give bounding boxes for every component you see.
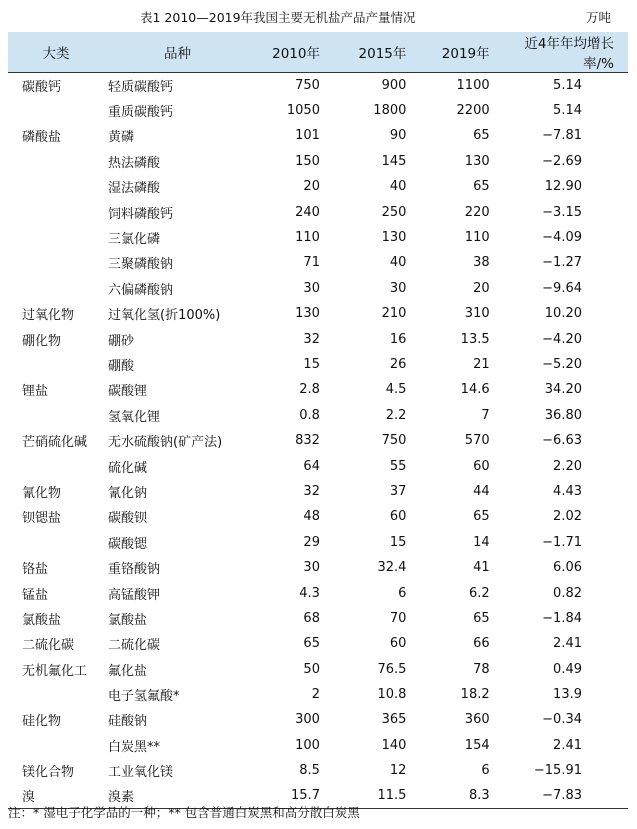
cell-growth-rate: 12.90 <box>544 179 582 195</box>
header-2010: 2010年 <box>247 32 326 73</box>
cell-2015: 60 <box>389 636 407 652</box>
cell-category: 磷酸盐 <box>22 130 62 146</box>
cell-growth-rate: −15.91 <box>533 763 582 779</box>
cell-2015: 250 <box>381 204 407 220</box>
table-footnote: 注：* 湿电子化学品的一种；** 包含普通白炭黑和高分散白炭黑 <box>8 805 360 820</box>
cell-growth-rate: 2.41 <box>553 737 582 753</box>
cell-2019: 7 <box>481 407 490 423</box>
cell-growth-rate: −6.63 <box>542 433 582 449</box>
table-row <box>8 352 628 377</box>
cell-growth-rate: 0.82 <box>553 585 582 601</box>
cell-2019: 20 <box>473 280 490 296</box>
cell-product: 过氧化氢(折100%) <box>108 308 221 324</box>
cell-category <box>8 352 104 377</box>
cell-product: 硫化碱 <box>108 460 148 476</box>
cell-category <box>8 453 104 478</box>
cell-2019: 44 <box>473 483 490 499</box>
cell-product: 六偏磷酸钠 <box>108 282 174 298</box>
unit-label: 万吨 <box>585 10 611 25</box>
cell-2010: 8.5 <box>299 763 320 779</box>
cell-2015: 140 <box>381 737 407 753</box>
cell-category: 镁化合物 <box>22 765 75 781</box>
table-row <box>8 453 628 478</box>
cell-category: 溴 <box>8 783 104 808</box>
cell-growth-rate: 2.02 <box>553 509 582 525</box>
cell-2010: 20 <box>303 179 320 195</box>
cell-2019: 154 <box>464 737 490 753</box>
cell-product: 无水硫酸钠(矿产法) <box>108 435 223 451</box>
cell-product: 工业氧化镁 <box>108 765 174 781</box>
cell-2010: 68 <box>303 610 320 626</box>
cell-2019: 360 <box>464 712 490 728</box>
cell-product: 碳酸锶 <box>108 536 148 552</box>
cell-2019: 220 <box>464 204 490 220</box>
cell-growth-rate: 5.14 <box>553 77 582 93</box>
table-row <box>8 733 628 758</box>
cell-2015: 60 <box>389 509 407 525</box>
cell-2015: 40 <box>389 255 407 271</box>
cell-2015: 16 <box>389 331 407 347</box>
table-row <box>8 606 628 631</box>
cell-2015: 10.8 <box>377 687 407 703</box>
table-row <box>8 250 628 275</box>
cell-category <box>8 149 104 174</box>
table-row <box>8 631 628 656</box>
cell-2010: 101 <box>295 128 320 144</box>
table-row <box>8 149 628 174</box>
cell-2010: 48 <box>303 509 320 525</box>
cell-2010: 100 <box>295 737 320 753</box>
cell-2019: 14 <box>473 534 490 550</box>
cell-product: 饲料磷酸钙 <box>108 206 174 222</box>
cell-2010: 64 <box>303 458 320 474</box>
cell-product: 硼酸 <box>108 358 135 374</box>
cell-2010: 2.8 <box>299 382 320 398</box>
cell-2010: 832 <box>295 433 320 449</box>
cell-growth-rate: −2.69 <box>542 153 582 169</box>
cell-2019: 8.3 <box>412 783 495 808</box>
cell-category: 氯酸盐 <box>22 612 62 628</box>
cell-product: 白炭黑** <box>108 739 161 755</box>
production-table-container <box>8 32 628 809</box>
cell-category: 碳酸钙 <box>22 79 62 95</box>
header-2015: 2015年 <box>326 32 412 73</box>
cell-growth-rate: 5.14 <box>553 103 582 119</box>
cell-2010: 0.8 <box>299 407 320 423</box>
cell-2015: 37 <box>389 483 407 499</box>
cell-product: 轻质碳酸钙 <box>108 79 174 95</box>
cell-growth-rate: 2.41 <box>553 636 582 652</box>
cell-growth-rate: −7.83 <box>496 783 628 808</box>
cell-product: 氢氧化锂 <box>108 409 161 425</box>
cell-2010: 50 <box>303 661 320 677</box>
cell-2019: 14.6 <box>460 382 490 398</box>
cell-category <box>8 199 104 224</box>
cell-2015: 26 <box>389 356 407 372</box>
cell-product: 电子氢氟酸* <box>108 689 180 705</box>
cell-category: 铬盐 <box>22 562 49 578</box>
cell-product: 氟化盐 <box>108 663 148 679</box>
cell-2019: 41 <box>473 560 490 576</box>
cell-2015: 15 <box>389 534 407 550</box>
cell-2015: 365 <box>381 712 407 728</box>
table-body <box>8 73 628 809</box>
cell-2019: 65 <box>473 128 490 144</box>
table-row <box>8 656 628 681</box>
cell-category <box>8 276 104 301</box>
cell-growth-rate: −0.34 <box>542 712 582 728</box>
cell-2015: 4.5 <box>385 382 407 398</box>
cell-2019: 65 <box>473 179 490 195</box>
cell-2010: 150 <box>295 153 320 169</box>
cell-2015: 6 <box>398 585 407 601</box>
cell-product: 高锰酸钾 <box>108 587 161 603</box>
cell-category <box>8 98 104 123</box>
table-row <box>8 428 628 453</box>
table-row <box>8 73 628 98</box>
cell-category: 锂盐 <box>22 384 49 400</box>
cell-2019: 66 <box>473 636 490 652</box>
cell-growth-rate: −7.81 <box>542 128 582 144</box>
table-row <box>8 707 628 732</box>
header-category: 大类 <box>8 32 104 73</box>
cell-2019: 310 <box>464 306 490 322</box>
cell-product: 氯酸盐 <box>108 612 148 628</box>
cell-2010: 65 <box>303 636 320 652</box>
cell-growth-rate: −1.84 <box>542 610 582 626</box>
cell-growth-rate: −9.64 <box>542 280 582 296</box>
cell-2010: 30 <box>303 560 320 576</box>
cell-category: 硅化物 <box>22 714 62 730</box>
table-row <box>8 504 628 529</box>
cell-product: 重质碳酸钙 <box>108 105 174 121</box>
cell-2010: 2 <box>311 687 320 703</box>
cell-product: 二硫化碳 <box>108 638 161 654</box>
cell-growth-rate: −1.71 <box>542 534 582 550</box>
cell-category <box>8 733 104 758</box>
cell-product: 溴素 <box>104 783 247 808</box>
cell-2015: 2.2 <box>385 407 407 423</box>
cell-product: 热法磷酸 <box>108 155 161 171</box>
table-row <box>8 174 628 199</box>
header-product: 品种 <box>104 32 247 73</box>
cell-growth-rate: 6.06 <box>553 560 582 576</box>
table-row <box>8 199 628 224</box>
cell-2010: 15 <box>303 356 320 372</box>
cell-2015: 12 <box>389 763 407 779</box>
cell-2015: 30 <box>389 280 407 296</box>
cell-growth-rate: 0.49 <box>553 661 582 677</box>
cell-product: 黄磷 <box>108 130 135 146</box>
cell-category: 锰盐 <box>22 587 49 603</box>
cell-2019: 110 <box>464 230 490 246</box>
table-header-row <box>8 32 628 73</box>
cell-category <box>8 174 104 199</box>
cell-2019: 65 <box>473 610 490 626</box>
cell-growth-rate: 4.43 <box>553 483 582 499</box>
cell-2015: 55 <box>389 458 407 474</box>
cell-2015: 900 <box>381 77 407 93</box>
cell-2015: 750 <box>381 433 407 449</box>
cell-growth-rate: −5.20 <box>542 356 582 372</box>
cell-2019: 2200 <box>456 103 490 119</box>
cell-2010: 32 <box>303 483 320 499</box>
cell-category: 钡锶盐 <box>22 511 62 527</box>
table-row <box>8 580 628 605</box>
cell-growth-rate: 2.20 <box>553 458 582 474</box>
cell-2015: 32.4 <box>377 560 407 576</box>
table-row <box>8 98 628 123</box>
cell-product: 氰化钠 <box>108 485 148 501</box>
cell-2010: 130 <box>295 306 320 322</box>
cell-category <box>8 530 104 555</box>
table-row <box>8 326 628 351</box>
table-row <box>8 479 628 504</box>
cell-category: 无机氟化工 <box>22 663 88 679</box>
table-row <box>8 301 628 326</box>
cell-2019: 13.5 <box>460 331 490 347</box>
table-row <box>8 530 628 555</box>
cell-product: 三氯化磷 <box>108 232 161 248</box>
cell-2019: 65 <box>473 509 490 525</box>
cell-product: 碳酸锂 <box>108 384 148 400</box>
cell-2019: 60 <box>473 458 490 474</box>
cell-2015: 210 <box>381 306 407 322</box>
cell-product: 硼砂 <box>108 333 135 349</box>
cell-growth-rate: 13.9 <box>553 687 582 703</box>
cell-2019: 18.2 <box>460 687 490 703</box>
cell-category <box>8 403 104 428</box>
cell-category <box>8 682 104 707</box>
cell-2015: 130 <box>381 230 407 246</box>
cell-growth-rate: −1.27 <box>542 255 582 271</box>
cell-2010: 15.7 <box>247 783 326 808</box>
cell-2019: 38 <box>473 255 490 271</box>
cell-product: 碳酸钡 <box>108 511 148 527</box>
header-growth-rate: 近4年年均增长率/% <box>496 32 628 73</box>
cell-category <box>8 250 104 275</box>
cell-product: 重铬酸钠 <box>108 562 161 578</box>
cell-2015: 90 <box>389 128 407 144</box>
table-row <box>8 758 628 783</box>
cell-2010: 240 <box>295 204 320 220</box>
cell-2019: 130 <box>464 153 490 169</box>
table-row <box>8 377 628 402</box>
cell-2015: 11.5 <box>326 783 412 808</box>
table-row <box>8 555 628 580</box>
table-title: 表1 2010—2019年我国主要无机盐产品产量情况 <box>140 10 416 25</box>
cell-2010: 32 <box>303 331 320 347</box>
cell-product: 硅酸钠 <box>108 714 148 730</box>
cell-category: 芒硝硫化碱 <box>22 435 88 451</box>
production-table <box>8 32 628 809</box>
cell-2019: 1100 <box>456 77 490 93</box>
cell-growth-rate: −4.09 <box>542 230 582 246</box>
cell-growth-rate: 34.20 <box>544 382 582 398</box>
cell-2019: 570 <box>464 433 490 449</box>
cell-product: 三聚磷酸钠 <box>108 257 174 273</box>
cell-category: 氰化物 <box>22 485 62 501</box>
cell-growth-rate: −3.15 <box>542 204 582 220</box>
cell-2010: 30 <box>303 280 320 296</box>
cell-2010: 29 <box>303 534 320 550</box>
table-row <box>8 276 628 301</box>
cell-2015: 76.5 <box>377 661 407 677</box>
table-caption-row <box>0 6 637 28</box>
cell-category: 过氧化物 <box>22 308 75 324</box>
cell-2010: 110 <box>295 230 320 246</box>
cell-growth-rate: −4.20 <box>542 331 582 347</box>
cell-category <box>8 225 104 250</box>
cell-2010: 4.3 <box>299 585 320 601</box>
header-2019: 2019年 <box>412 32 495 73</box>
table-row <box>8 123 628 148</box>
cell-product: 湿法磷酸 <box>108 181 161 197</box>
cell-2015: 70 <box>389 610 407 626</box>
table-row <box>8 225 628 250</box>
cell-2010: 71 <box>303 255 320 271</box>
cell-2019: 6.2 <box>468 585 490 601</box>
cell-2019: 21 <box>473 356 490 372</box>
cell-growth-rate: 10.20 <box>544 306 582 322</box>
table-row <box>8 403 628 428</box>
cell-growth-rate: 36.80 <box>544 407 582 423</box>
cell-2019: 78 <box>473 661 490 677</box>
cell-category: 硼化物 <box>22 333 62 349</box>
cell-2015: 1800 <box>373 103 407 119</box>
cell-2015: 40 <box>389 179 407 195</box>
cell-2019: 6 <box>481 763 490 779</box>
cell-2010: 750 <box>295 77 320 93</box>
cell-2010: 300 <box>295 712 320 728</box>
cell-2015: 145 <box>381 153 407 169</box>
table-row <box>8 682 628 707</box>
cell-category: 二硫化碳 <box>22 638 75 654</box>
cell-2010: 1050 <box>286 103 320 119</box>
